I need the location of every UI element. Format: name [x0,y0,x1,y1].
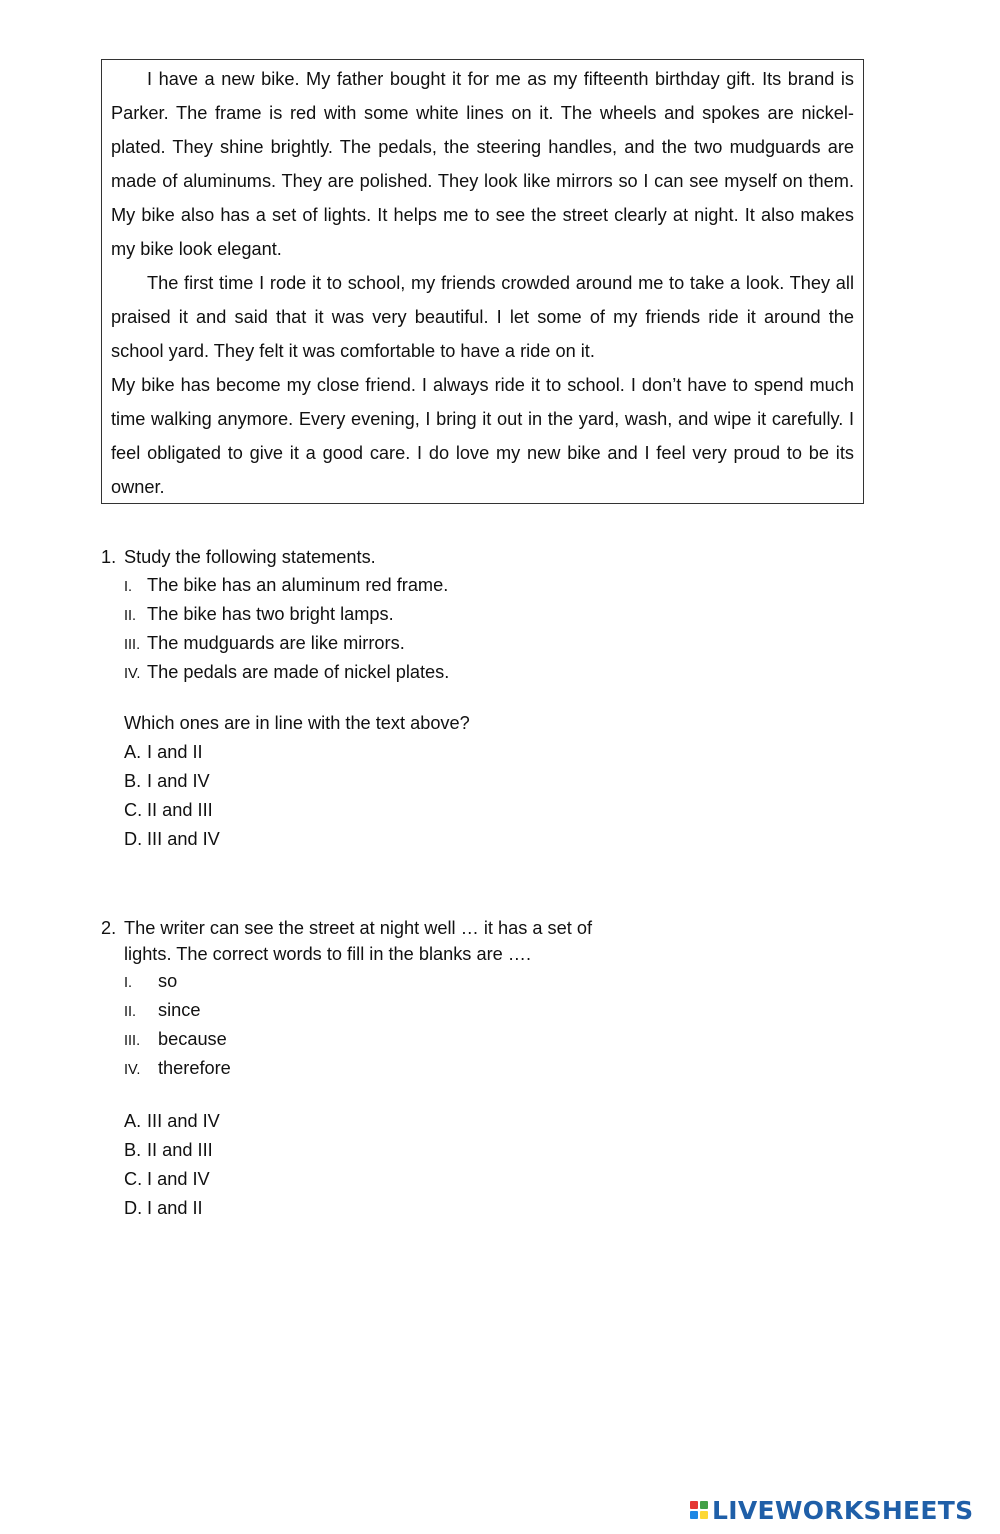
statement-text: The bike has an aluminum red frame. [147,575,449,595]
question-prompt-line-2: lights. The correct words to fill in the blanks are …. [124,944,532,964]
question-1 [101,544,470,854]
statement-item [124,658,470,687]
answer-option-c[interactable] [124,1165,644,1194]
option-letter: A. [124,742,142,762]
statement-text: since [158,1000,201,1020]
passage-paragraph-1: I have a new bike. My father bought it for me as my fifteenth birthday gift. Its brand is Parker. The frame is red with some white lines on it. The wheels and spokes are nickel-plated. They shine brightly. The pedals, the steering handles, and the two mudguards are made of aluminums. They are polished. They look like mirrors so I can see myself on them. My bike also has a set of lights. It helps me to see the street clearly at night. It also makes my bike look elegant. [111,69,854,259]
answer-options [124,738,470,854]
option-letter: D. [124,829,143,849]
answer-option-b[interactable] [124,1136,644,1165]
answer-options [124,1107,644,1223]
statement-item [124,571,470,600]
option-text: II and III [147,1140,213,1160]
liveworksheets-logo [690,1495,973,1525]
answer-option-b[interactable] [124,767,470,796]
question-number: 1. [101,547,117,567]
statement-item [124,600,470,629]
logo-block [700,1511,708,1519]
option-letter: B. [124,1140,142,1160]
statement-numeral: III. [124,1033,141,1049]
option-text: I and II [147,742,203,762]
answer-option-a[interactable] [124,738,470,767]
option-text: I and II [147,1198,203,1218]
question-number: 2. [101,918,117,938]
statement-list [124,967,644,1083]
question-subprompt: Which ones are in line with the text above? [124,713,470,733]
option-letter: A. [124,1111,142,1131]
statement-text: The pedals are made of nickel plates. [147,662,450,682]
statement-numeral: IV. [124,666,141,682]
statement-text: therefore [158,1058,231,1078]
logo-text: LIVEWORKSHEETS [712,1495,974,1525]
statement-numeral: I. [124,579,133,595]
option-letter: C. [124,800,143,820]
answer-option-d[interactable] [124,825,470,854]
statement-text: The bike has two bright lamps. [147,604,394,624]
logo-block [700,1501,708,1509]
answer-option-c[interactable] [124,796,470,825]
statement-item [124,967,644,996]
question-prompt [124,915,644,967]
answer-option-d[interactable] [124,1194,644,1223]
option-text: I and IV [147,1169,210,1189]
logo-blocks-icon [690,1501,708,1519]
question-2 [101,915,644,1223]
statement-item [124,996,644,1025]
option-letter: C. [124,1169,143,1189]
statement-numeral: II. [124,608,137,624]
passage-paragraph-2: The first time I rode it to school, my friends crowded around me to take a look. They all praised it and said that it was very beautiful. I let some of my friends ride it around the school yard. They felt it was comfortable to have a ride on it. [111,273,854,361]
statement-item [124,1025,644,1054]
question-prompt: Study the following statements. [124,547,376,567]
option-text: III and IV [147,1111,220,1131]
statement-item [124,629,470,658]
option-text: II and III [147,800,213,820]
statement-item [124,1054,644,1083]
answer-option-a[interactable] [124,1107,644,1136]
statement-text: because [158,1029,227,1049]
option-text: I and IV [147,771,210,791]
statement-list [124,571,470,687]
statement-numeral: II. [124,1004,137,1020]
question-prompt-line-1: The writer can see the street at night well … it has a set of [124,918,593,938]
statement-numeral: I. [124,975,133,991]
statement-numeral: IV. [124,1062,141,1078]
option-letter: B. [124,771,142,791]
logo-block [690,1511,698,1519]
logo-block [690,1501,698,1509]
statement-numeral: III. [124,637,141,653]
option-letter: D. [124,1198,143,1218]
passage-paragraph-3: My bike has become my close friend. I always ride it to school. I don’t have to spend much time walking anymore. Every evening, I bring it out in the yard, wash, and wipe it carefully. I feel obligated to give it a good care. I do love my new bike and I feel very proud to be its owner. [111,375,854,497]
reading-passage [101,59,864,504]
statement-text: so [158,971,178,991]
statement-text: The mudguards are like mirrors. [147,633,405,653]
option-text: III and IV [147,829,220,849]
